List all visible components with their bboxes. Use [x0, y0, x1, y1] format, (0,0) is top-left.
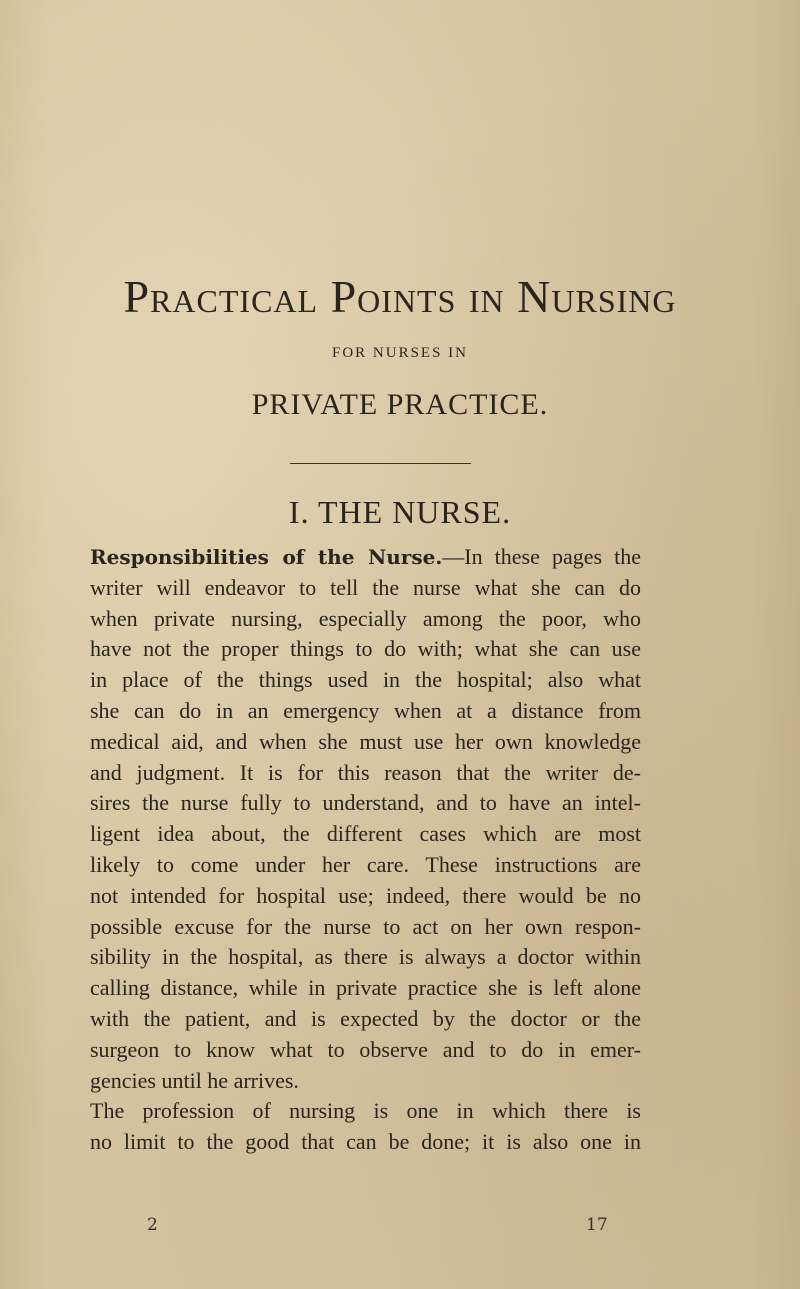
signature-mark: 2 [147, 1215, 158, 1235]
body-line: no limit to the good that can be done; it is also one in [90, 1129, 641, 1155]
body-line: in place of the things used in the hospital; also what [90, 667, 641, 693]
body-line: when private nursing, especially among the poor, who [90, 605, 641, 631]
body-line: medical aid, and when she must use her own knowledge [90, 728, 641, 754]
section-body [90, 542, 641, 1158]
body-line: have not the proper things to do with; what she can use [90, 636, 641, 662]
body-line: gencies until he arrives. [90, 1067, 299, 1093]
body-line: The profession of nursing is one in which there is [90, 1098, 641, 1124]
body-line: with the patient, and is expected by the doctor or the [90, 1005, 641, 1031]
body-line: sibility in the hospital, as there is always a doctor within [90, 944, 641, 970]
run-in-heading: Responsibilities of the Nurse. [90, 545, 443, 569]
body-line: and judgment. It is for this reason that the writer de- [90, 759, 641, 785]
subtitle-small: FOR NURSES IN [331, 345, 469, 361]
body-line: not intended for hospital use; indeed, there would be no [90, 882, 641, 908]
body-line: surgeon to know what to observe and to do in emer- [90, 1036, 641, 1062]
divider-rule [290, 463, 471, 464]
body-line: writer will endeavor to tell the nurse what she can do [90, 574, 641, 600]
subtitle-large: PRIVATE PRACTICE. [251, 388, 549, 421]
body-line: likely to come under her care. These instructions are [90, 851, 641, 877]
section-heading: I. THE NURSE. [288, 494, 512, 530]
body-line: sires the nurse fully to understand, and to have an intel- [90, 790, 641, 816]
body-line-text: —In these pages the [442, 544, 641, 569]
body-line: she can do in an emergency when at a distance from [90, 697, 641, 723]
body-line: ligent idea about, the different cases which are most [90, 821, 641, 847]
page-number: 17 [586, 1215, 608, 1235]
body-line [90, 542, 641, 573]
book-title: Practical Points in Nursing [123, 271, 677, 322]
body-line: possible excuse for the nurse to act on her own respon- [90, 913, 641, 939]
body-line: calling distance, while in private practice she is left alone [90, 975, 641, 1001]
